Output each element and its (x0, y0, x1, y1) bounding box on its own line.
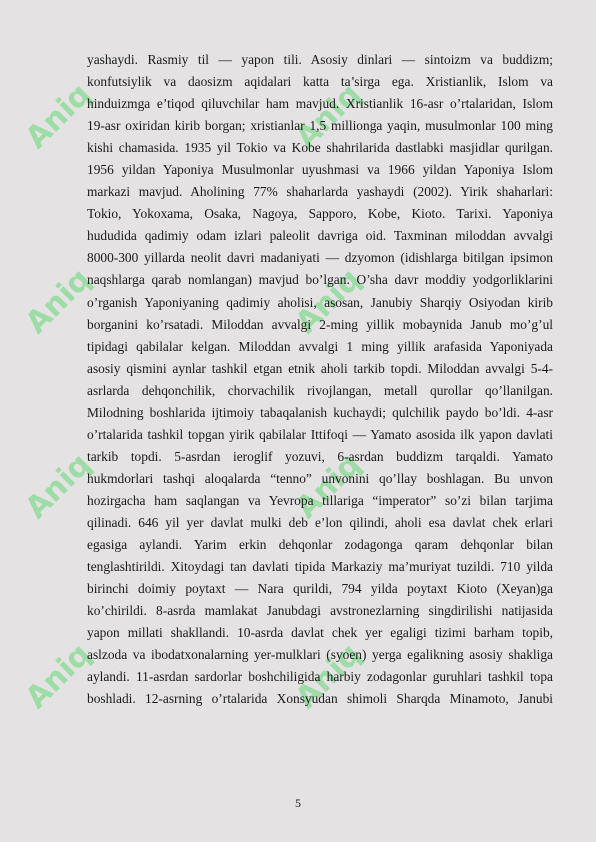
text-line: egasiga aylandi. Yarim erkin dehqonlar zodagonga qaram dehqonlar bilan (87, 537, 553, 553)
text-line: 1956 yildan Yaponiya Musulmonlar uyushmasi va 1966 yildan Yaponiya Islom (87, 162, 553, 178)
text-line: qilinadi. 646 yil yer davlat mulki deb e’lon qilindi, aholi esa davlat chek erlari (87, 514, 553, 530)
text-line: hududida qadimiy odam izlari paleolit davriga oid. Taxminan miloddan avvalgi (87, 228, 553, 244)
text-line: aslzoda va ibodatxonalarning yer-mulklari (syoen) yerga egalikning asosiy shakliga (87, 647, 553, 663)
text-line: markazi mavjud. Aholining 77% shaharlarda yashaydi (2002). Yirik shaharlari: (87, 184, 553, 200)
text-line: 19-asr oxiridan kirib borgan; xristianlar 1,5 millionga yaqin, musulmonlar 100 ming (87, 118, 553, 134)
watermark-stamp: Aniq (288, 76, 368, 156)
watermark-stamp: Aniq (288, 446, 368, 526)
text-line: naqshlarga qarab nomlangan) mavjud bo’lgan. O’sha davr moddiy yodgorliklarini (87, 272, 553, 288)
text-line: hukmdorlari tashqi aloqalarda “tenno” unvonini qo’llay boshlagan. Bu unvon (87, 470, 553, 486)
text-line: hozirgacha ham saqlangan va Yevropa tillariga “imperator” so’zi bilan tarjima (87, 492, 553, 508)
text-line: asrlarda dehqonchilik, chorvachilik rivojlangan, metall qurollar qo’llanilgan. (87, 382, 553, 398)
watermark-stamp: Aniq (18, 76, 98, 156)
body-text (87, 49, 553, 710)
text-line: aylandi. 11-asrdan sardorlar boshchiligida harbiy zodagonlar guruhlari tashkil topa (87, 669, 553, 685)
text-line: o’rganish Yaponiyaning qadimiy aholisi, asosan, Janubiy Sharqiy Osiyodan kirib (87, 294, 553, 310)
text-line: tarkib topdi. 5-asrdan ieroglif yozuvi, 6-asrdan buddizm tarqaldi. Yamato (87, 448, 553, 464)
text-line: tipidagi qabilalar kelgan. Miloddan avvalgi 1 ming yillik arafasida Yaponiyada (87, 338, 553, 354)
text-line: 8000-300 yillarda neolit davri madaniyati — dzyomon (idishlarga bitilgan ipsimon (87, 250, 553, 266)
text-line: Tokio, Yokoxama, Osaka, Nagoya, Sapporo, Kobe, Kioto. Tarixi. Yaponiya (87, 206, 553, 222)
watermark-stamp: Aniq (18, 261, 98, 341)
text-line: hinduizmga e’tiqod qiluvchilar ham mavjud. Xristianlik 16-asr o’rtalaridan, Islom (87, 96, 553, 112)
text-line: yashaydi. Rasmiy til — yapon tili. Asosiy dinlari — sintoizm va buddizm; (87, 52, 553, 67)
text-line: birinchi doimiy poytaxt — Nara qurildi, 794 yilda poytaxt Kioto (Xeyan)ga (87, 581, 553, 597)
text-line: Milodning boshlarida ijtimoiy tabaqalanish kuchaydi; qulchilik paydo bo’ldi. 4-asr (87, 404, 553, 420)
watermark-stamp: Aniq (18, 636, 98, 716)
watermark-stamp: Aniq (288, 636, 368, 716)
text-line: asosiy qismini aynlar tashkil etgan etnik aholi tarkib topdi. Miloddan avvalgi 5-4- (87, 360, 553, 376)
text-line: yapon millati shakllandi. 10-asrda davlat chek yer egaligi tizimi barham topib, (87, 625, 553, 641)
text-line: konfutsiylik va daosizm aqidalari katta ta’sirga ega. Xristianlik, Islom va (87, 74, 553, 90)
text-line: borganini ko’rsatadi. Miloddan avvalgi 2-ming yillik mobaynida Janub mo’g’ul (87, 316, 553, 332)
text-line: ko’chirildi. 8-asrda mamlakat Janubdagi avstronezlarning singdirilishi natijasida (87, 603, 553, 619)
watermark-stamp: Aniq (288, 261, 368, 341)
page-number: 5 (295, 796, 301, 810)
text-line: boshladi. 12-asrning o’rtalarida Xonsyudan shimoli Sharqda Minamoto, Janubi (87, 691, 553, 707)
text-line: o’rtalarida tashkil topgan yirik qabilalar Ittifoqi — Yamato asosida ilk yapon davlati (87, 426, 553, 442)
text-line: tenglashtirildi. Xitoydagi tan davlati tipida Markaziy ma’muriyat tuzildi. 710 yilda (87, 559, 553, 575)
text-line: kishi chamasida. 1935 yil Tokio va Kobe shahrilarida dastlabki masjidlar qurilgan. (87, 140, 553, 156)
watermark-stamp: Aniq (18, 446, 98, 526)
